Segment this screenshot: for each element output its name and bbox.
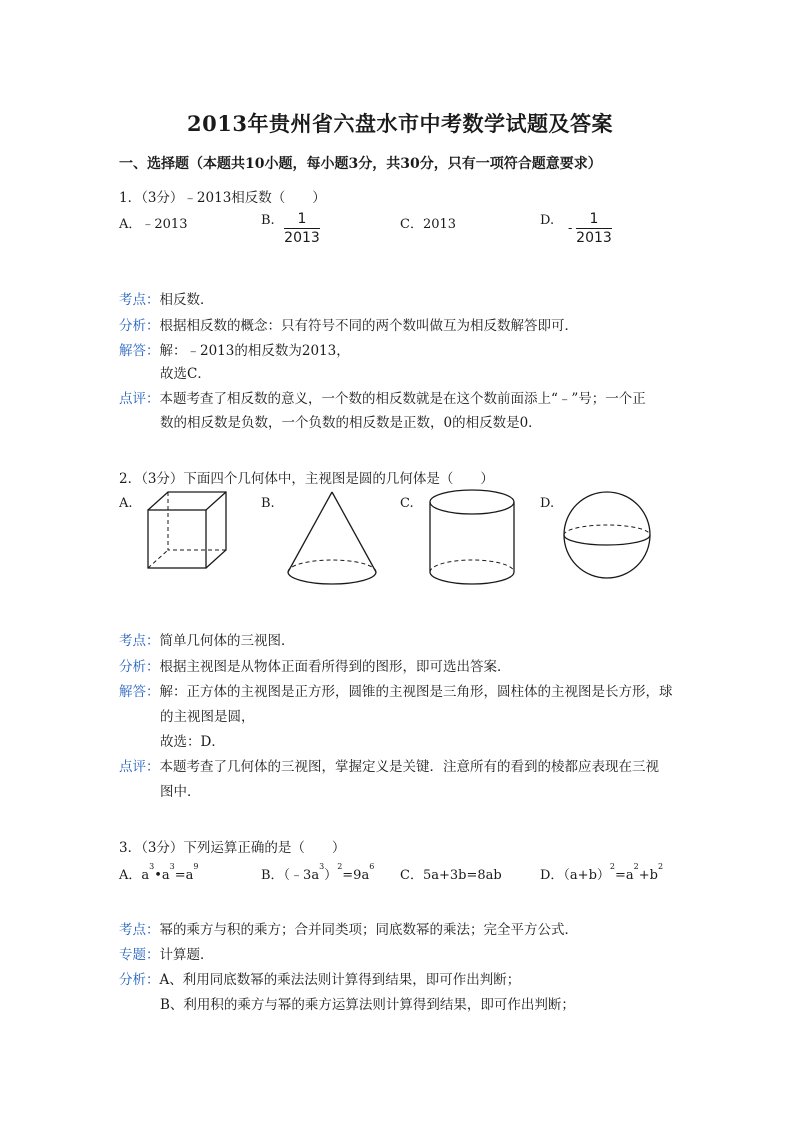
dianping-label: 点评： bbox=[119, 391, 160, 407]
q3-fenxi bbox=[119, 968, 520, 988]
dianping-text: 本题考查了几何体的三视图，掌握定义是关键．注意所有的看到的棱都应表现在三视 bbox=[159, 759, 659, 775]
q1-stem: 1．（3分）﹣2013相反数（ ） bbox=[119, 190, 326, 206]
kaodian-text: 幂的乘方与积的乘方；合并同类项；同底数幂的乘法；完全平方公式． bbox=[159, 922, 578, 938]
jieda-label: 解答： bbox=[119, 343, 160, 359]
q1-dianping bbox=[119, 387, 646, 407]
fenxi-text: 根据相反数的概念：只有符号不同的两个数叫做互为相反数解答即可． bbox=[159, 318, 578, 334]
q1-dianping-line2: 数的相反数是负数，一个负数的相反数是正数，0的相反数是0． bbox=[160, 415, 542, 431]
page-title: 2013年贵州省六盘水市中考数学试题及答案 bbox=[187, 111, 613, 136]
q2-kaodian bbox=[119, 629, 295, 649]
fraction-denominator: 2013 bbox=[284, 230, 320, 246]
q3-option-b: B．$(﹣3a^3)^2=9a^6$ bbox=[261, 862, 375, 883]
q2-jieda bbox=[119, 680, 673, 700]
fraction-numerator: 1 bbox=[589, 211, 599, 227]
q1-jieda bbox=[119, 339, 350, 359]
q3-fenxi-line2: B、利用积的乘方与幂的乘方运算法则计算得到结果，即可作出判断； bbox=[160, 997, 575, 1013]
q3-kaodian bbox=[119, 918, 578, 938]
fenxi-text: 根据主视图是从物体正面看所得到的图形，即可选出答案． bbox=[159, 659, 511, 675]
kaodian-text: 简单几何体的三视图． bbox=[159, 633, 295, 649]
sphere-figure bbox=[560, 488, 654, 582]
cone-left-side bbox=[288, 492, 332, 572]
fenxi-label: 分析： bbox=[119, 659, 160, 675]
kaodian-label: 考点： bbox=[119, 922, 160, 938]
q1-option-b: B. bbox=[261, 213, 275, 228]
kaodian-label: 考点： bbox=[119, 633, 160, 649]
q1-option-c: C．2013 bbox=[400, 217, 457, 232]
cube-figure bbox=[140, 486, 240, 576]
cube-top-right-edge bbox=[206, 492, 226, 510]
fraction-bar bbox=[576, 228, 612, 229]
q2-option-d: D. bbox=[540, 496, 555, 511]
zhuanti-text: 计算题． bbox=[159, 947, 214, 963]
sphere-outline bbox=[564, 492, 650, 578]
fraction-numerator: 1 bbox=[297, 211, 307, 227]
jieda-label: 解答： bbox=[119, 684, 160, 700]
q2-option-a: A. bbox=[119, 496, 133, 511]
cylinder-top bbox=[430, 490, 514, 514]
sphere-equator-front bbox=[564, 535, 650, 545]
jieda-text: 解：﹣2013的相反数为2013， bbox=[159, 343, 350, 359]
cylinder-base-front bbox=[430, 572, 514, 584]
q2-option-b: B. bbox=[261, 496, 275, 511]
q1-option-a: A．﹣2013 bbox=[119, 217, 188, 232]
zhuanti-label: 专题： bbox=[119, 947, 160, 963]
q3-option-c: C．5a+3b=8ab bbox=[400, 868, 502, 883]
q3-zhuanti bbox=[119, 943, 214, 963]
fenxi-label: 分析： bbox=[119, 318, 160, 334]
section-heading: 一、选择题（本题共10小题，每小题3分，共30分，只有一项符合题意要求） bbox=[119, 156, 602, 172]
q1-option-d: D. bbox=[540, 213, 555, 228]
jieda-text: 解：正方体的主视图是正方形，圆锥的主视图是三角形，圆柱体的主视图是长方形，球 bbox=[159, 684, 673, 700]
q3-option-d: D．$(a+b)^2=a^2+b^2$ bbox=[540, 862, 664, 883]
kaodian-label: 考点： bbox=[119, 292, 160, 308]
q2-dianping bbox=[119, 755, 659, 775]
fraction-denominator: 2013 bbox=[576, 230, 612, 246]
q2-fenxi bbox=[119, 655, 511, 675]
q1-option-b-fraction bbox=[284, 211, 320, 246]
fenxi-label: 分析： bbox=[119, 972, 160, 988]
q2-option-c: C. bbox=[400, 496, 414, 511]
sphere-equator-back bbox=[564, 525, 650, 535]
q2-stem: 2．（3分）下面四个几何体中，主视图是圆的几何体是（ ） bbox=[119, 471, 494, 487]
q3-stem: 3．（3分）下列运算正确的是（ ） bbox=[119, 840, 346, 856]
cylinder-figure bbox=[422, 486, 522, 590]
q1-jieda-line2: 故选C． bbox=[160, 366, 211, 382]
q3-option-a: A．$a^3•a^3=a^9$ bbox=[119, 862, 199, 883]
cone-base-front bbox=[288, 572, 376, 584]
cylinder-base-back bbox=[430, 560, 514, 572]
q1-fenxi bbox=[119, 314, 578, 334]
q2-jieda-line2: 的主视图是圆， bbox=[160, 709, 255, 725]
kaodian-text: 相反数． bbox=[159, 292, 214, 308]
q2-jieda-line3: 故选：D． bbox=[160, 734, 225, 750]
q2-dianping-line2: 图中． bbox=[160, 784, 201, 800]
q1-kaodian bbox=[119, 288, 214, 308]
cone-figure bbox=[282, 488, 382, 588]
cone-right-side bbox=[332, 492, 376, 572]
fraction-bar bbox=[284, 228, 320, 229]
dianping-text: 本题考查了相反数的意义，一个数的相反数就是在这个数前面添上“﹣”号；一个正 bbox=[159, 391, 646, 407]
q1-option-d-minus: - bbox=[568, 221, 573, 236]
q1-option-d-fraction bbox=[576, 211, 612, 246]
cone-base-back bbox=[288, 560, 376, 572]
cube-hidden-diagonal bbox=[148, 550, 168, 568]
cube-front-face bbox=[148, 510, 206, 568]
fenxi-text: A、利用同底数幂的乘法法则计算得到结果，即可作出判断； bbox=[159, 972, 521, 988]
dianping-label: 点评： bbox=[119, 759, 160, 775]
